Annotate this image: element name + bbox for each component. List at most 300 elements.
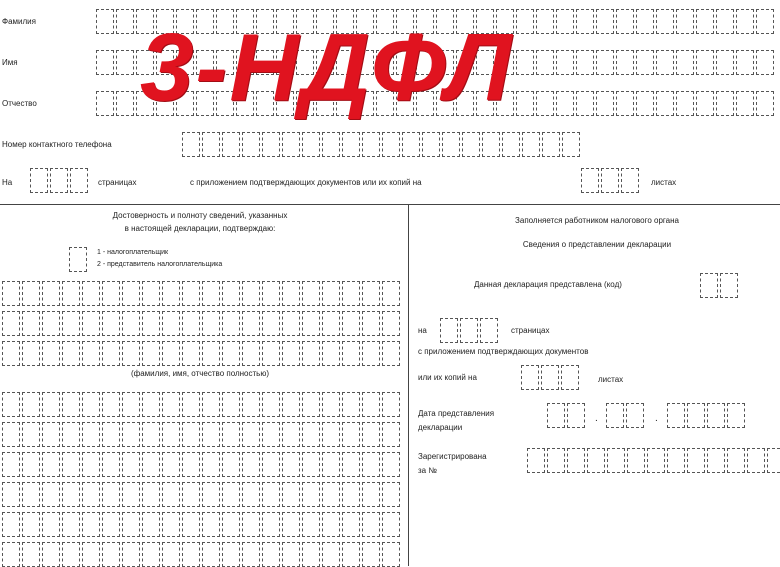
input-cell[interactable]	[382, 132, 400, 157]
input-cell[interactable]	[282, 542, 300, 567]
input-cell[interactable]	[342, 392, 360, 417]
input-cell[interactable]	[382, 341, 400, 366]
representative-row-1[interactable]	[2, 392, 402, 417]
input-cell[interactable]	[716, 9, 734, 34]
input-cell[interactable]	[322, 341, 340, 366]
input-cell[interactable]	[736, 50, 754, 75]
input-cell[interactable]	[22, 311, 40, 336]
input-cell[interactable]	[547, 403, 565, 428]
right-pages-field[interactable]	[440, 318, 500, 343]
input-cell[interactable]	[142, 311, 160, 336]
input-cell[interactable]	[102, 341, 120, 366]
input-cell[interactable]	[342, 512, 360, 537]
input-cell[interactable]	[656, 50, 674, 75]
input-cell[interactable]	[62, 542, 80, 567]
input-cell[interactable]	[82, 341, 100, 366]
input-cell[interactable]	[282, 392, 300, 417]
date-year-field[interactable]	[667, 403, 747, 428]
input-cell[interactable]	[607, 448, 625, 473]
input-cell[interactable]	[182, 482, 200, 507]
input-cell[interactable]	[242, 341, 260, 366]
input-cell[interactable]	[182, 392, 200, 417]
input-cell[interactable]	[596, 50, 614, 75]
input-cell[interactable]	[222, 392, 240, 417]
input-cell[interactable]	[302, 392, 320, 417]
input-cell[interactable]	[536, 9, 554, 34]
input-cell[interactable]	[22, 281, 40, 306]
input-cell[interactable]	[576, 9, 594, 34]
input-cell[interactable]	[556, 9, 574, 34]
input-cell[interactable]	[222, 452, 240, 477]
input-cell[interactable]	[382, 512, 400, 537]
input-cell[interactable]	[362, 341, 380, 366]
input-cell[interactable]	[222, 311, 240, 336]
input-cell[interactable]	[362, 132, 380, 157]
input-cell[interactable]	[362, 512, 380, 537]
input-cell[interactable]	[262, 311, 280, 336]
input-cell[interactable]	[2, 341, 20, 366]
input-cell[interactable]	[362, 281, 380, 306]
input-cell[interactable]	[567, 403, 585, 428]
input-cell[interactable]	[142, 452, 160, 477]
input-cell[interactable]	[122, 542, 140, 567]
input-cell[interactable]	[282, 311, 300, 336]
input-cell[interactable]	[102, 482, 120, 507]
input-cell[interactable]	[42, 341, 60, 366]
input-cell[interactable]	[342, 422, 360, 447]
input-cell[interactable]	[382, 392, 400, 417]
input-cell[interactable]	[2, 311, 20, 336]
input-cell[interactable]	[606, 403, 624, 428]
input-cell[interactable]	[162, 452, 180, 477]
input-cell[interactable]	[382, 422, 400, 447]
input-cell[interactable]	[322, 311, 340, 336]
input-cell[interactable]	[69, 247, 87, 272]
input-cell[interactable]	[202, 452, 220, 477]
input-cell[interactable]	[542, 132, 560, 157]
input-cell[interactable]	[182, 422, 200, 447]
input-cell[interactable]	[182, 452, 200, 477]
input-cell[interactable]	[676, 50, 694, 75]
input-cell[interactable]	[262, 452, 280, 477]
input-cell[interactable]	[362, 452, 380, 477]
input-cell[interactable]	[342, 482, 360, 507]
input-cell[interactable]	[587, 448, 605, 473]
signer-name-row-2[interactable]	[2, 311, 402, 336]
input-cell[interactable]	[422, 132, 440, 157]
representative-row-5[interactable]	[2, 512, 402, 537]
input-cell[interactable]	[541, 365, 559, 390]
input-cell[interactable]	[521, 365, 539, 390]
input-cell[interactable]	[282, 512, 300, 537]
input-cell[interactable]	[656, 91, 674, 116]
input-cell[interactable]	[42, 422, 60, 447]
input-cell[interactable]	[707, 448, 725, 473]
input-cell[interactable]	[302, 542, 320, 567]
input-cell[interactable]	[322, 132, 340, 157]
input-cell[interactable]	[362, 542, 380, 567]
input-cell[interactable]	[202, 132, 220, 157]
input-cell[interactable]	[2, 281, 20, 306]
input-cell[interactable]	[82, 422, 100, 447]
phone-field[interactable]	[182, 132, 582, 157]
input-cell[interactable]	[162, 392, 180, 417]
input-cell[interactable]	[142, 341, 160, 366]
input-cell[interactable]	[82, 452, 100, 477]
input-cell[interactable]	[202, 341, 220, 366]
input-cell[interactable]	[616, 50, 634, 75]
input-cell[interactable]	[601, 168, 619, 193]
input-cell[interactable]	[42, 542, 60, 567]
input-cell[interactable]	[636, 9, 654, 34]
input-cell[interactable]	[262, 132, 280, 157]
input-cell[interactable]	[362, 482, 380, 507]
input-cell[interactable]	[122, 512, 140, 537]
input-cell[interactable]	[116, 9, 134, 34]
input-cell[interactable]	[42, 392, 60, 417]
input-cell[interactable]	[727, 448, 745, 473]
input-cell[interactable]	[116, 50, 134, 75]
input-cell[interactable]	[122, 341, 140, 366]
input-cell[interactable]	[242, 392, 260, 417]
input-cell[interactable]	[162, 542, 180, 567]
input-cell[interactable]	[302, 452, 320, 477]
input-cell[interactable]	[202, 542, 220, 567]
input-cell[interactable]	[696, 9, 714, 34]
input-cell[interactable]	[636, 50, 654, 75]
input-cell[interactable]	[480, 318, 498, 343]
input-cell[interactable]	[62, 512, 80, 537]
input-cell[interactable]	[322, 422, 340, 447]
input-cell[interactable]	[576, 91, 594, 116]
input-cell[interactable]	[102, 311, 120, 336]
date-month-field[interactable]	[606, 403, 646, 428]
input-cell[interactable]	[62, 422, 80, 447]
input-cell[interactable]	[282, 281, 300, 306]
representative-row-6[interactable]	[2, 542, 402, 567]
input-cell[interactable]	[82, 512, 100, 537]
input-cell[interactable]	[182, 341, 200, 366]
input-cell[interactable]	[42, 311, 60, 336]
input-cell[interactable]	[707, 403, 725, 428]
input-cell[interactable]	[242, 132, 260, 157]
input-cell[interactable]	[82, 311, 100, 336]
input-cell[interactable]	[536, 91, 554, 116]
input-cell[interactable]	[2, 482, 20, 507]
input-cell[interactable]	[96, 50, 114, 75]
input-cell[interactable]	[482, 132, 500, 157]
input-cell[interactable]	[122, 311, 140, 336]
input-cell[interactable]	[62, 482, 80, 507]
input-cell[interactable]	[282, 452, 300, 477]
input-cell[interactable]	[522, 132, 540, 157]
input-cell[interactable]	[122, 482, 140, 507]
signer-name-row-1[interactable]	[2, 281, 402, 306]
input-cell[interactable]	[222, 341, 240, 366]
input-cell[interactable]	[727, 403, 745, 428]
input-cell[interactable]	[342, 341, 360, 366]
input-cell[interactable]	[462, 132, 480, 157]
input-cell[interactable]	[302, 132, 320, 157]
input-cell[interactable]	[242, 281, 260, 306]
input-cell[interactable]	[182, 512, 200, 537]
input-cell[interactable]	[262, 392, 280, 417]
input-cell[interactable]	[627, 448, 645, 473]
input-cell[interactable]	[142, 392, 160, 417]
input-cell[interactable]	[616, 9, 634, 34]
input-cell[interactable]	[442, 132, 460, 157]
input-cell[interactable]	[516, 9, 534, 34]
input-cell[interactable]	[22, 542, 40, 567]
input-cell[interactable]	[202, 422, 220, 447]
input-cell[interactable]	[322, 281, 340, 306]
input-cell[interactable]	[736, 9, 754, 34]
representative-row-2[interactable]	[2, 422, 402, 447]
input-cell[interactable]	[222, 132, 240, 157]
input-cell[interactable]	[122, 422, 140, 447]
input-cell[interactable]	[716, 91, 734, 116]
input-cell[interactable]	[736, 91, 754, 116]
input-cell[interactable]	[122, 452, 140, 477]
input-cell[interactable]	[2, 452, 20, 477]
input-cell[interactable]	[342, 542, 360, 567]
input-cell[interactable]	[322, 482, 340, 507]
input-cell[interactable]	[50, 168, 68, 193]
input-cell[interactable]	[440, 318, 458, 343]
input-cell[interactable]	[282, 482, 300, 507]
input-cell[interactable]	[576, 50, 594, 75]
input-cell[interactable]	[142, 512, 160, 537]
input-cell[interactable]	[581, 168, 599, 193]
input-cell[interactable]	[636, 91, 654, 116]
input-cell[interactable]	[302, 482, 320, 507]
input-cell[interactable]	[2, 512, 20, 537]
input-cell[interactable]	[516, 91, 534, 116]
input-cell[interactable]	[747, 448, 765, 473]
input-cell[interactable]	[22, 482, 40, 507]
input-cell[interactable]	[242, 422, 260, 447]
input-cell[interactable]	[42, 512, 60, 537]
input-cell[interactable]	[116, 91, 134, 116]
input-cell[interactable]	[502, 132, 520, 157]
input-cell[interactable]	[242, 512, 260, 537]
input-cell[interactable]	[700, 273, 718, 298]
input-cell[interactable]	[62, 392, 80, 417]
input-cell[interactable]	[756, 91, 774, 116]
input-cell[interactable]	[262, 422, 280, 447]
sheets-count-field[interactable]	[581, 168, 641, 193]
input-cell[interactable]	[621, 168, 639, 193]
input-cell[interactable]	[202, 392, 220, 417]
input-cell[interactable]	[142, 482, 160, 507]
input-cell[interactable]	[756, 9, 774, 34]
input-cell[interactable]	[96, 9, 114, 34]
input-cell[interactable]	[182, 281, 200, 306]
signer-name-row-3[interactable]	[2, 341, 402, 366]
input-cell[interactable]	[102, 281, 120, 306]
input-cell[interactable]	[82, 542, 100, 567]
input-cell[interactable]	[82, 392, 100, 417]
input-cell[interactable]	[142, 281, 160, 306]
input-cell[interactable]	[322, 542, 340, 567]
input-cell[interactable]	[302, 281, 320, 306]
input-cell[interactable]	[182, 542, 200, 567]
input-cell[interactable]	[162, 512, 180, 537]
input-cell[interactable]	[2, 422, 20, 447]
input-cell[interactable]	[667, 448, 685, 473]
registration-number-field[interactable]	[527, 448, 780, 473]
input-cell[interactable]	[616, 91, 634, 116]
input-cell[interactable]	[62, 452, 80, 477]
input-cell[interactable]	[556, 91, 574, 116]
input-cell[interactable]	[362, 311, 380, 336]
input-cell[interactable]	[687, 448, 705, 473]
input-cell[interactable]	[382, 482, 400, 507]
input-cell[interactable]	[382, 542, 400, 567]
input-cell[interactable]	[282, 132, 300, 157]
input-cell[interactable]	[122, 281, 140, 306]
input-cell[interactable]	[342, 281, 360, 306]
input-cell[interactable]	[22, 392, 40, 417]
input-cell[interactable]	[202, 311, 220, 336]
input-cell[interactable]	[716, 50, 734, 75]
input-cell[interactable]	[382, 281, 400, 306]
input-cell[interactable]	[562, 132, 580, 157]
input-cell[interactable]	[182, 132, 200, 157]
input-cell[interactable]	[322, 512, 340, 537]
input-cell[interactable]	[596, 9, 614, 34]
input-cell[interactable]	[647, 448, 665, 473]
input-cell[interactable]	[561, 365, 579, 390]
input-cell[interactable]	[22, 341, 40, 366]
input-cell[interactable]	[62, 281, 80, 306]
input-cell[interactable]	[262, 281, 280, 306]
input-cell[interactable]	[162, 422, 180, 447]
input-cell[interactable]	[676, 91, 694, 116]
input-cell[interactable]	[42, 452, 60, 477]
input-cell[interactable]	[82, 281, 100, 306]
pages-count-field[interactable]	[30, 168, 90, 193]
input-cell[interactable]	[96, 91, 114, 116]
input-cell[interactable]	[162, 281, 180, 306]
input-cell[interactable]	[362, 392, 380, 417]
input-cell[interactable]	[516, 50, 534, 75]
input-cell[interactable]	[242, 311, 260, 336]
input-cell[interactable]	[382, 452, 400, 477]
input-cell[interactable]	[262, 512, 280, 537]
input-cell[interactable]	[202, 281, 220, 306]
input-cell[interactable]	[102, 512, 120, 537]
input-cell[interactable]	[162, 311, 180, 336]
input-cell[interactable]	[342, 311, 360, 336]
representative-row-4[interactable]	[2, 482, 402, 507]
input-cell[interactable]	[42, 482, 60, 507]
input-cell[interactable]	[102, 422, 120, 447]
input-cell[interactable]	[70, 168, 88, 193]
input-cell[interactable]	[162, 482, 180, 507]
input-cell[interactable]	[567, 448, 585, 473]
input-cell[interactable]	[767, 448, 780, 473]
input-cell[interactable]	[696, 50, 714, 75]
input-cell[interactable]	[30, 168, 48, 193]
input-cell[interactable]	[222, 422, 240, 447]
representative-row-3[interactable]	[2, 452, 402, 477]
input-cell[interactable]	[82, 482, 100, 507]
input-cell[interactable]	[262, 482, 280, 507]
input-cell[interactable]	[756, 50, 774, 75]
input-cell[interactable]	[302, 422, 320, 447]
input-cell[interactable]	[222, 281, 240, 306]
input-cell[interactable]	[282, 422, 300, 447]
input-cell[interactable]	[676, 9, 694, 34]
input-cell[interactable]	[122, 392, 140, 417]
input-cell[interactable]	[262, 542, 280, 567]
input-cell[interactable]	[222, 542, 240, 567]
input-cell[interactable]	[42, 281, 60, 306]
input-cell[interactable]	[182, 311, 200, 336]
input-cell[interactable]	[202, 512, 220, 537]
input-cell[interactable]	[142, 542, 160, 567]
presented-code-field[interactable]	[700, 273, 740, 298]
input-cell[interactable]	[62, 341, 80, 366]
input-cell[interactable]	[302, 512, 320, 537]
input-cell[interactable]	[362, 422, 380, 447]
input-cell[interactable]	[556, 50, 574, 75]
input-cell[interactable]	[656, 9, 674, 34]
input-cell[interactable]	[302, 311, 320, 336]
input-cell[interactable]	[22, 422, 40, 447]
date-day-field[interactable]	[547, 403, 587, 428]
input-cell[interactable]	[720, 273, 738, 298]
input-cell[interactable]	[222, 482, 240, 507]
input-cell[interactable]	[460, 318, 478, 343]
input-cell[interactable]	[2, 392, 20, 417]
right-sheets-field[interactable]	[521, 365, 581, 390]
input-cell[interactable]	[62, 311, 80, 336]
input-cell[interactable]	[302, 341, 320, 366]
input-cell[interactable]	[162, 341, 180, 366]
input-cell[interactable]	[402, 132, 420, 157]
input-cell[interactable]	[382, 311, 400, 336]
input-cell[interactable]	[242, 452, 260, 477]
input-cell[interactable]	[687, 403, 705, 428]
input-cell[interactable]	[282, 341, 300, 366]
input-cell[interactable]	[202, 482, 220, 507]
input-cell[interactable]	[536, 50, 554, 75]
input-cell[interactable]	[2, 542, 20, 567]
input-cell[interactable]	[142, 422, 160, 447]
input-cell[interactable]	[342, 132, 360, 157]
input-cell[interactable]	[102, 452, 120, 477]
input-cell[interactable]	[102, 542, 120, 567]
input-cell[interactable]	[322, 392, 340, 417]
input-cell[interactable]	[322, 452, 340, 477]
input-cell[interactable]	[596, 91, 614, 116]
input-cell[interactable]	[667, 403, 685, 428]
input-cell[interactable]	[342, 452, 360, 477]
input-cell[interactable]	[527, 448, 545, 473]
input-cell[interactable]	[102, 392, 120, 417]
input-cell[interactable]	[547, 448, 565, 473]
input-cell[interactable]	[242, 542, 260, 567]
input-cell[interactable]	[242, 482, 260, 507]
input-cell[interactable]	[222, 512, 240, 537]
input-cell[interactable]	[22, 512, 40, 537]
input-cell[interactable]	[696, 91, 714, 116]
signer-type-field[interactable]	[69, 247, 89, 272]
input-cell[interactable]	[626, 403, 644, 428]
input-cell[interactable]	[22, 452, 40, 477]
